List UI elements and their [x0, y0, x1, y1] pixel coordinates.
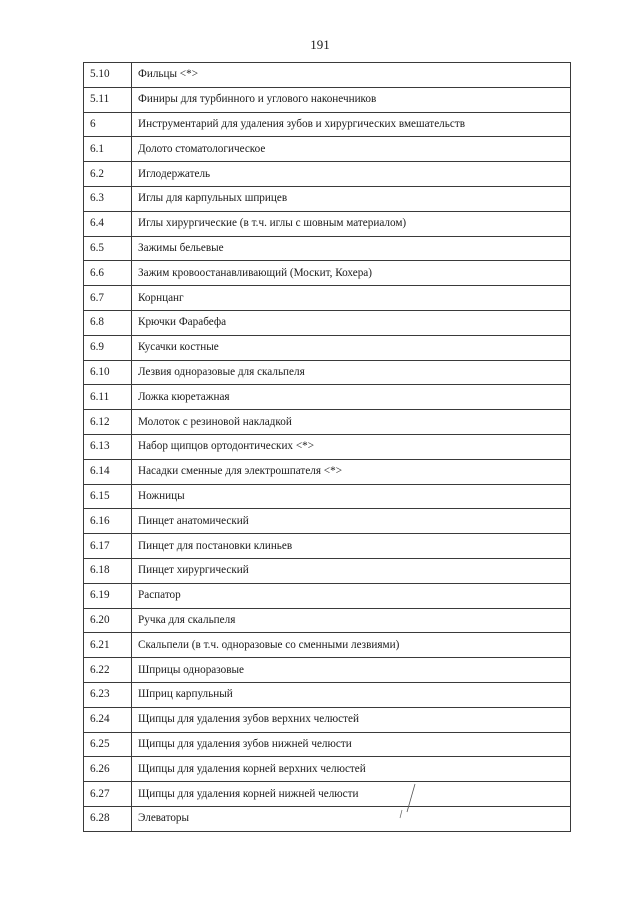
- row-text: Фильцы <*>: [132, 63, 571, 88]
- row-text: Лезвия одноразовые для скальпеля: [132, 360, 571, 385]
- table-row: [84, 335, 571, 360]
- row-text: Корнцанг: [132, 286, 571, 311]
- row-number: 6.1: [84, 137, 132, 162]
- row-number: 6.15: [84, 484, 132, 509]
- row-text: Щипцы для удаления корней нижней челюсти: [132, 782, 571, 807]
- row-number: 6.4: [84, 211, 132, 236]
- page-number: 191: [310, 37, 330, 52]
- row-text: Иглы хирургические (в т.ч. иглы с шовным материалом): [132, 211, 571, 236]
- items-table: [83, 62, 571, 832]
- row-text: Пинцет анатомический: [132, 509, 571, 534]
- row-number: 6.26: [84, 757, 132, 782]
- row-text: Кусачки костные: [132, 335, 571, 360]
- row-text: Ножницы: [132, 484, 571, 509]
- row-number: 6.12: [84, 410, 132, 435]
- row-text: Распатор: [132, 583, 571, 608]
- row-number: 6.16: [84, 509, 132, 534]
- row-number: 6.23: [84, 682, 132, 707]
- row-number: 6.5: [84, 236, 132, 261]
- row-text: Щипцы для удаления зубов нижней челюсти: [132, 732, 571, 757]
- row-text: Насадки сменные для электрошпателя <*>: [132, 459, 571, 484]
- row-number: 6.20: [84, 608, 132, 633]
- row-number: 6.2: [84, 162, 132, 187]
- row-number: 6.11: [84, 385, 132, 410]
- row-number: 6.14: [84, 459, 132, 484]
- row-text: Щипцы для удаления корней верхних челюстей: [132, 757, 571, 782]
- table-row: [84, 682, 571, 707]
- row-text: Долото стоматологическое: [132, 137, 571, 162]
- row-number: 6.17: [84, 534, 132, 559]
- row-number: 6.19: [84, 583, 132, 608]
- table-row: [84, 410, 571, 435]
- table-row: [84, 186, 571, 211]
- row-text: Инструментарий для удаления зубов и хирургических вмешательств: [132, 112, 571, 137]
- pen-mark: [393, 782, 433, 822]
- row-text: Финиры для турбинного и углового наконечников: [132, 87, 571, 112]
- row-text: Щипцы для удаления зубов верхних челюстей: [132, 707, 571, 732]
- table-row: [84, 459, 571, 484]
- row-number: 6.3: [84, 186, 132, 211]
- row-text: Иглы для карпульных шприцев: [132, 186, 571, 211]
- row-number: 5.10: [84, 63, 132, 88]
- table-row: [84, 211, 571, 236]
- row-number: 6.7: [84, 286, 132, 311]
- table-row: [84, 286, 571, 311]
- row-text: Набор щипцов ортодонтических <*>: [132, 434, 571, 459]
- table-row: [84, 261, 571, 286]
- table-row: [84, 534, 571, 559]
- table-row: [84, 806, 571, 831]
- row-text: Ручка для скальпеля: [132, 608, 571, 633]
- table-row: [84, 162, 571, 187]
- table-row: [84, 509, 571, 534]
- table-row: [84, 63, 571, 88]
- table-row: [84, 757, 571, 782]
- items-table-body: [84, 63, 571, 832]
- row-number: 6.13: [84, 434, 132, 459]
- table-row: [84, 583, 571, 608]
- row-number: 6: [84, 112, 132, 137]
- table-row: [84, 385, 571, 410]
- row-number: 6.9: [84, 335, 132, 360]
- table-row: [84, 236, 571, 261]
- row-number: 6.18: [84, 558, 132, 583]
- row-number: 6.10: [84, 360, 132, 385]
- row-text: Иглодержатель: [132, 162, 571, 187]
- table-row: [84, 310, 571, 335]
- row-text: Пинцет для постановки клиньев: [132, 534, 571, 559]
- table-row: [84, 707, 571, 732]
- row-number: 6.27: [84, 782, 132, 807]
- row-number: 5.11: [84, 87, 132, 112]
- row-number: 6.28: [84, 806, 132, 831]
- table-row: [84, 484, 571, 509]
- row-text: Зажимы бельевые: [132, 236, 571, 261]
- row-text: Крючки Фарабефа: [132, 310, 571, 335]
- table-row: [84, 782, 571, 807]
- row-text: Скальпели (в т.ч. одноразовые со сменными лезвиями): [132, 633, 571, 658]
- table-row: [84, 137, 571, 162]
- row-number: 6.21: [84, 633, 132, 658]
- row-text: Пинцет хирургический: [132, 558, 571, 583]
- table-row: [84, 558, 571, 583]
- row-text: Молоток с резиновой накладкой: [132, 410, 571, 435]
- table-row: [84, 608, 571, 633]
- row-text: Шприц карпульный: [132, 682, 571, 707]
- row-text: Ложка кюретажная: [132, 385, 571, 410]
- table-row: [84, 434, 571, 459]
- row-number: 6.25: [84, 732, 132, 757]
- table-row: [84, 87, 571, 112]
- table-row: [84, 633, 571, 658]
- table-row: [84, 732, 571, 757]
- row-text: Шприцы одноразовые: [132, 658, 571, 683]
- row-number: 6.6: [84, 261, 132, 286]
- table-row: [84, 360, 571, 385]
- row-number: 6.22: [84, 658, 132, 683]
- row-number: 6.8: [84, 310, 132, 335]
- row-number: 6.24: [84, 707, 132, 732]
- row-text: Элеваторы: [132, 806, 571, 831]
- table-row: [84, 112, 571, 137]
- table-row: [84, 658, 571, 683]
- row-text: Зажим кровоостанавливающий (Москит, Кохера): [132, 261, 571, 286]
